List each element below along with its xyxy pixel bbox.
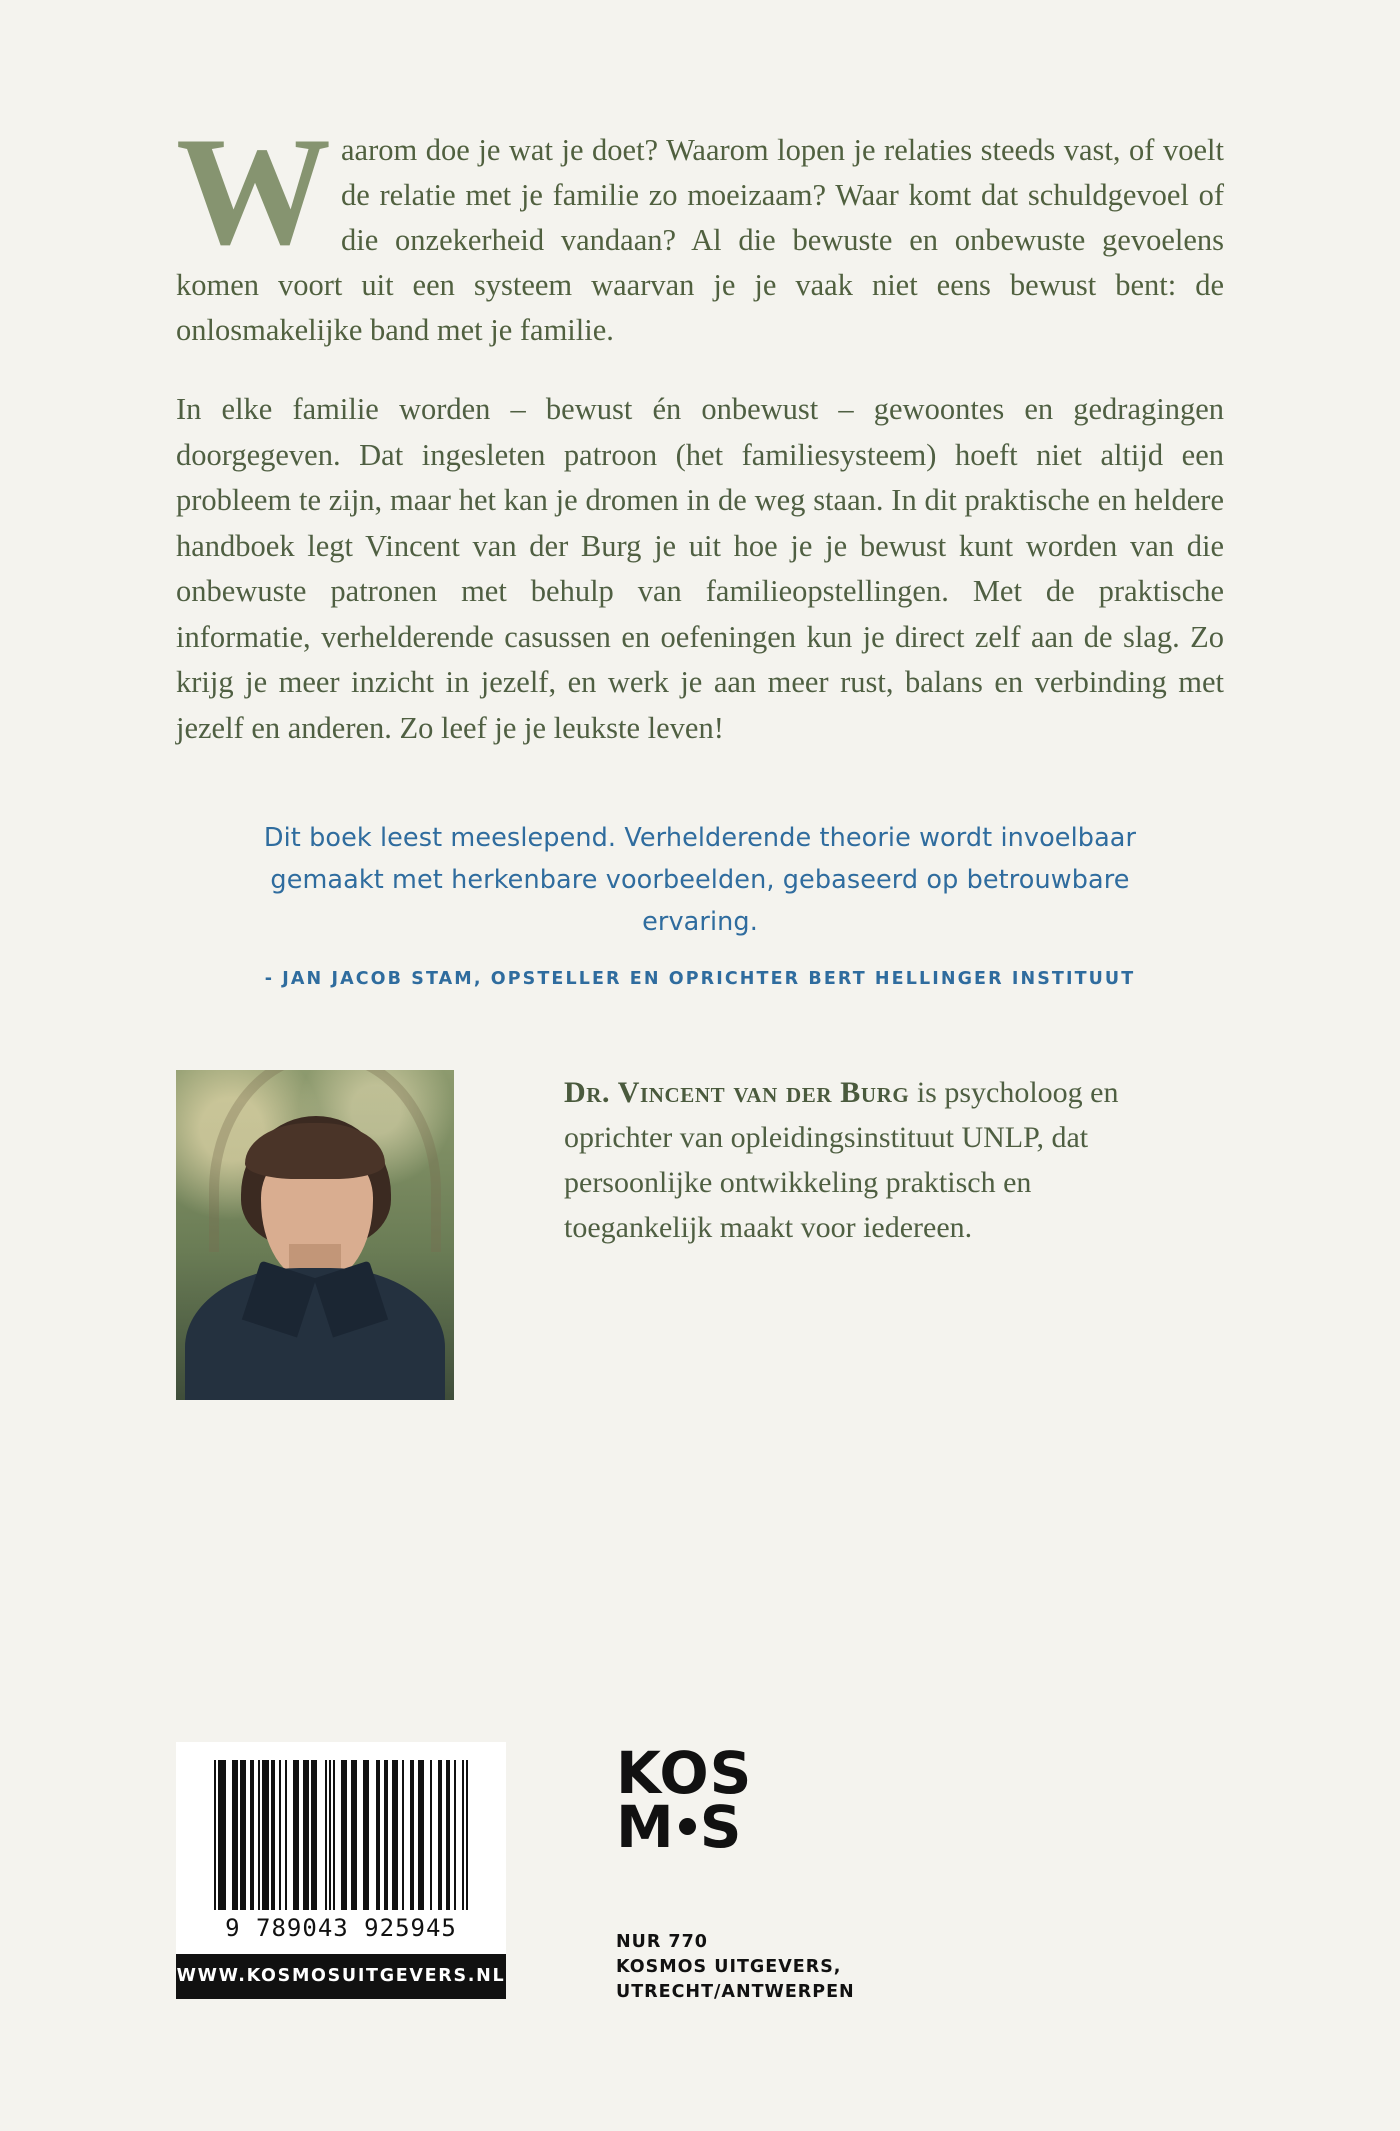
publisher-website: WWW.KOSMOSUITGEVERS.NL: [176, 1954, 506, 1999]
author-section: [176, 1070, 1224, 1400]
cover-content: [176, 105, 1224, 1400]
nur-code: NUR 770: [616, 1932, 708, 1952]
drop-cap: W: [176, 105, 329, 277]
barcode-bars: [192, 1760, 490, 1910]
imprint-info: [616, 1930, 855, 2005]
author-portrait-photo: [176, 1070, 454, 1400]
author-name: Dr. Vincent van der Burg: [564, 1076, 910, 1109]
kosmos-logo-line2: [616, 1793, 855, 1861]
kosmos-logo-dot-icon: [679, 1818, 696, 1835]
review-quote-text: Dit boek leest meeslepend. Verhelderende theorie wordt invoelbaar gemaakt met herkenbare voorbeelden, gebaseerd op betrouwbare ervaring.: [263, 823, 1137, 937]
review-quote-attribution: - JAN JACOB STAM, OPSTELLER EN OPRICHTER BERT HELLINGER INSTITUUT: [264, 969, 1136, 989]
author-bio-text: is psycholoog en oprichter van opleidingsinstituut UNLP, dat persoonlijke ontwikkeling praktisch en toegankelijk maakt voor iedereen.: [564, 1076, 1119, 1244]
lead-paragraph: [176, 105, 1224, 353]
publisher-block: [616, 1739, 855, 2005]
cover-footer: [176, 1739, 1224, 2005]
review-quote-block: [176, 817, 1224, 994]
kosmos-logo: [616, 1739, 855, 1861]
author-bio: [564, 1070, 1164, 1250]
barcode-block: [176, 1742, 506, 1999]
publisher-city: UTRECHT/ANTWERPEN: [616, 1982, 855, 2002]
kosmos-logo-s: S: [699, 1793, 743, 1861]
barcode-number: 9 789043 925945: [225, 1914, 457, 1942]
publisher-name: KOSMOS UITGEVERS,: [616, 1957, 842, 1977]
kosmos-logo-line1: KOS: [616, 1739, 753, 1807]
lead-text: aarom doe je wat je doet? Waarom lopen je relaties steeds vast, of voelt de relatie met je familie zo moeizaam? Waar komt dat schuldgevoel of die onzekerheid vandaan? Al die bewuste en onbewuste gevoelens komen voort uit een systeem waarvan je je vaak niet eens bewust bent: de onlosmakelijke band met je familie.: [176, 133, 1224, 347]
kosmos-logo-m: M: [616, 1793, 675, 1861]
body-paragraph: In elke familie worden – bewust én onbewust – gewoontes en gedragingen doorgegeven. Dat ingesleten patroon (het familiesysteem) hoeft niet altijd een probleem te zijn, maar het kan je dromen in de weg staan. In dit praktische en heldere handboek legt Vincent van der Burg je uit hoe je je bewust kunt worden van die onbewuste patronen met behulp van familieopstellingen. Met de praktische informatie, verhelderende casussen en oefeningen kun je direct zelf aan de slag. Zo krijg je meer inzicht in jezelf, en werk je aan meer rust, balans en verbinding met jezelf en anderen. Zo leef je je leukste leven!: [176, 392, 1224, 745]
